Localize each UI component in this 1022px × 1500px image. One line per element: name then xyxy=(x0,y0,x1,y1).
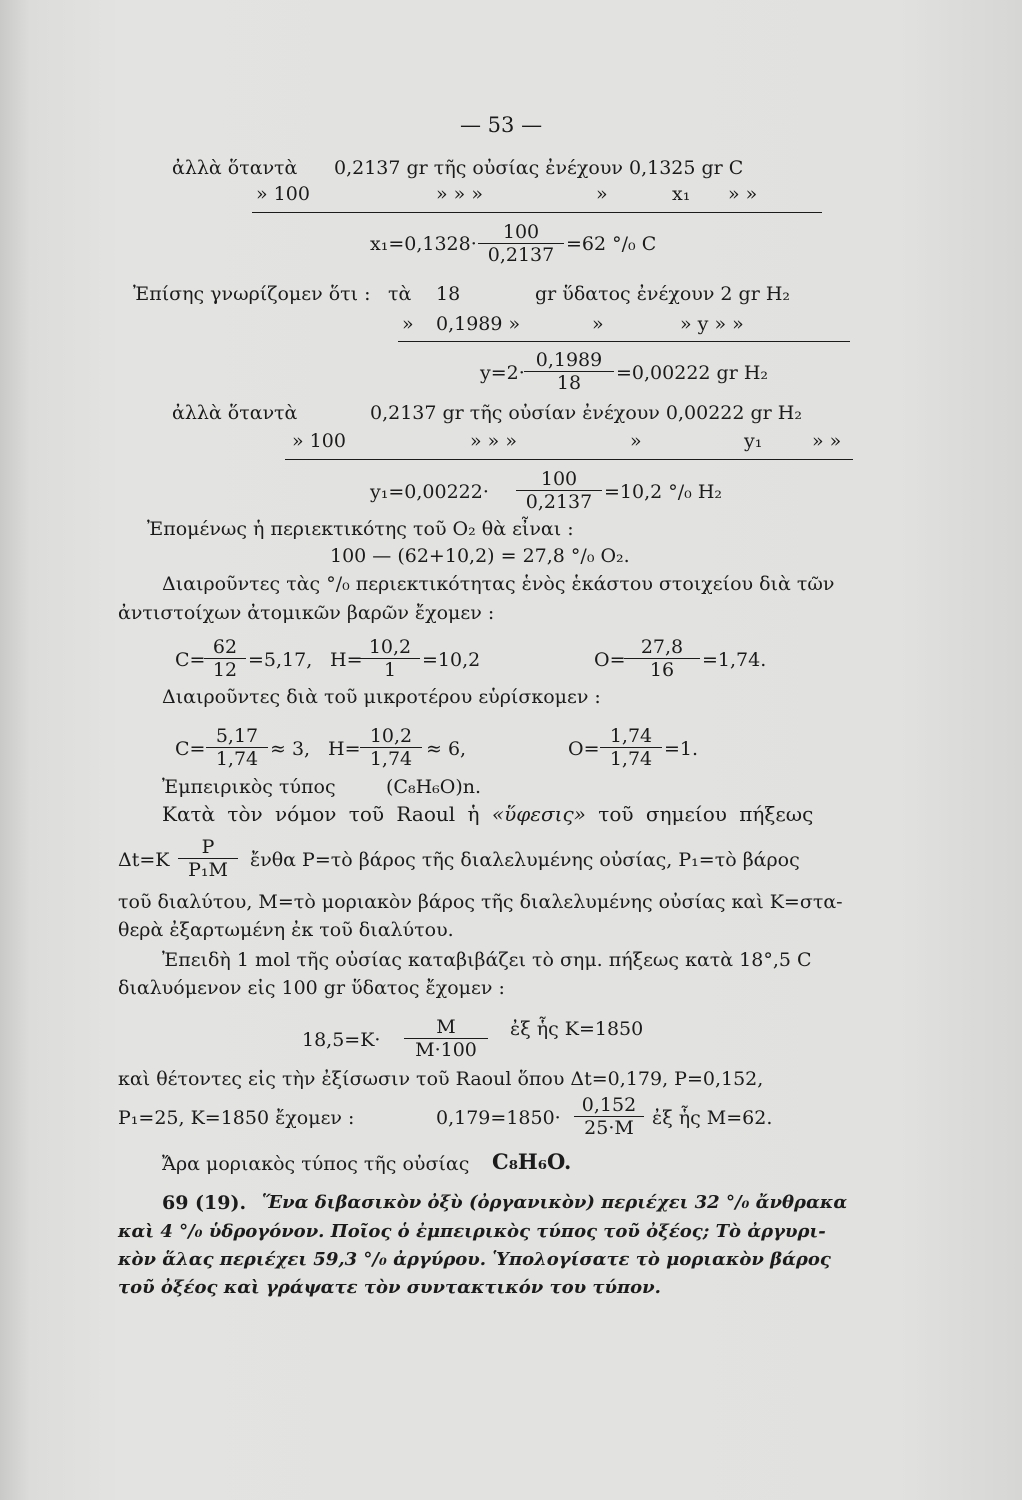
text-line: Κατὰ τὸν νόμον τοῦ Raoul ἡ «ὕφεσις» τοῦ σημείου πήξεως xyxy=(162,802,814,826)
equation-lhs: y₁=0,00222· xyxy=(370,481,489,503)
molecular-formula: C₈H₆O. xyxy=(492,1149,572,1174)
denominator: M·100 xyxy=(415,1039,477,1061)
equation-lhs: H= xyxy=(328,738,361,760)
numerator: 100 xyxy=(516,468,602,491)
text-line: Ἐπειδὴ 1 mol τῆς οὐσίας καταβιβάζει τὸ σημ. πήξεως κατὰ 18°,5 C xyxy=(162,949,812,971)
text-line: τὰ xyxy=(388,283,412,305)
text-line: ἀλλὰ ὅταν xyxy=(172,402,275,424)
fraction xyxy=(574,1094,644,1139)
text-line: ἀντιστοίχων ἀτομικῶν βαρῶν ἔχομεν : xyxy=(118,602,495,624)
problem-text: καὶ 4 °/₀ ὑδρογόνον. Ποῖος ὁ ἐμπειρικὸς τύπος τοῦ ὀξέος; Τὸ ἀργυρι- xyxy=(118,1221,826,1242)
text-line: x₁ xyxy=(672,183,691,205)
equation-rhs: ἐξ ἧς K=1850 xyxy=(510,1018,644,1040)
text-line: » 100 xyxy=(292,430,346,452)
problem-text: Ἕνα διβασικὸν ὀξὺ (ὀργανικὸν) περιέχει 32 °/₀ ἄνθρακα xyxy=(262,1192,848,1213)
equation-lhs: C= xyxy=(175,738,206,760)
text-line: Ἐπομένως ἡ περιεκτικότης τοῦ O₂ θὰ εἶναι : xyxy=(147,518,574,540)
numerator: 27,8 xyxy=(624,636,700,659)
fraction xyxy=(360,636,420,681)
text-line: Ἐπίσης γνωρίζομεν ὅτι : xyxy=(133,283,371,305)
text-line: θερὰ ἐξαρτωμένη ἐκ τοῦ διαλύτου. xyxy=(118,919,454,941)
text-line: » xyxy=(596,183,608,205)
text-line: » xyxy=(592,313,604,335)
text-line: ἀλλὰ ὅταν xyxy=(172,157,275,179)
text-line: Ἄρα μοριακὸς τύπος τῆς οὐσίας xyxy=(162,1153,470,1175)
equation-rhs: =62 °/₀ C xyxy=(566,233,657,255)
text-line: y₁ xyxy=(744,430,763,452)
text-line: P₁=25, K=1850 ἔχομεν : xyxy=(118,1107,355,1129)
equation-lhs: O= xyxy=(594,649,626,671)
fraction xyxy=(478,221,564,266)
fraction xyxy=(524,349,614,394)
text-line: Διαιροῦντες διὰ τοῦ μικροτέρου εὑρίσκομεν : xyxy=(162,686,601,708)
problem-text: τοῦ ὀξέος καὶ γράψατε τὸν συντακτικόν του τύπον. xyxy=(118,1277,661,1298)
equation-rhs: =1. xyxy=(664,738,699,760)
empirical-formula: (C₈H₆O)n. xyxy=(386,776,482,798)
text-line: » » xyxy=(812,430,842,452)
text-line: 100 — (62+10,2) = 27,8 °/₀ O₂. xyxy=(330,545,630,567)
denominator: 0,2137 xyxy=(525,491,593,513)
numerator: 62 xyxy=(204,636,246,659)
text-line: τοῦ διαλύτου, M=τὸ μοριακὸν βάρος τῆς διαλελυμένης οὐσίας καὶ K=στα- xyxy=(118,891,843,913)
equation-rhs: ≈ 3, xyxy=(270,738,311,760)
text-line: » » » xyxy=(436,183,483,205)
numerator: M xyxy=(404,1016,488,1039)
proportion-rule xyxy=(398,341,850,342)
numerator: 5,17 xyxy=(206,725,268,748)
text-line: 0,2137 gr τῆς οὐσίαν ἐνέχουν 0,00222 gr H₂ xyxy=(370,402,802,424)
text-line: 0,2137 gr τῆς οὐσίας ἐνέχουν 0,1325 gr C xyxy=(334,157,744,179)
page-number: — 53 — xyxy=(460,113,543,137)
proportion-rule xyxy=(252,212,822,213)
equation-lhs: H= xyxy=(330,649,363,671)
equation-rhs: =0,00222 gr H₂ xyxy=(616,362,768,384)
text-line: » » » xyxy=(470,430,517,452)
denominator: 1,74 xyxy=(215,748,259,770)
text-line: ἔνθα P=τὸ βάρος τῆς διαλελυμένης οὐσίας, P₁=τὸ βάρος xyxy=(250,849,800,871)
equation-lhs: y=2· xyxy=(480,362,525,384)
text-line: Ἐμπειρικὸς τύπος xyxy=(162,776,336,798)
equation-rhs: =10,2 xyxy=(422,649,481,671)
equation-rhs: =10,2 °/₀ H₂ xyxy=(604,481,723,503)
denominator: P₁M xyxy=(188,859,228,881)
equation-rhs: ≈ 6, xyxy=(426,738,467,760)
numerator: 10,2 xyxy=(360,725,422,748)
fraction xyxy=(516,468,602,513)
denominator: 0,2137 xyxy=(487,244,555,266)
text-line: » » xyxy=(728,183,758,205)
text-line: » y » » xyxy=(680,313,744,335)
numerator: 0,152 xyxy=(574,1094,644,1117)
denominator: 12 xyxy=(212,659,238,681)
fraction xyxy=(204,636,246,681)
fraction xyxy=(624,636,700,681)
fraction xyxy=(600,725,662,770)
equation-lhs: Δt=K xyxy=(118,849,170,871)
denominator: 18 xyxy=(556,372,582,394)
text-line: διαλυόμενον εἰς 100 gr ὕδατος ἔχομεν : xyxy=(118,977,505,999)
equation-lhs: C= xyxy=(175,649,206,671)
fraction xyxy=(360,725,422,770)
text-line: Διαιροῦντες τὰς °/₀ περιεκτικότητας ἑνὸς ἑκάστου στοιχείου διὰ τῶν xyxy=(162,573,835,595)
equation-lhs: x₁=0,1328· xyxy=(370,233,477,255)
fraction xyxy=(206,725,268,770)
text-line: » 100 xyxy=(256,183,310,205)
text-line: 18 xyxy=(436,283,461,305)
problem-number: 69 (19). xyxy=(162,1192,247,1214)
equation-lhs: 0,179=1850· xyxy=(436,1107,561,1129)
denominator: 1 xyxy=(383,659,397,681)
equation-rhs: =5,17, xyxy=(248,649,313,671)
text-line: 0,1989 » xyxy=(436,313,521,335)
denominator: 25·M xyxy=(584,1117,634,1139)
equation-lhs: 18,5=K· xyxy=(302,1029,381,1051)
equation-rhs: =1,74. xyxy=(702,649,767,671)
text-line: » xyxy=(630,430,642,452)
text-line: gr ὕδατος ἐνέχουν 2 gr H₂ xyxy=(535,283,791,305)
proportion-rule xyxy=(285,459,853,460)
numerator: 100 xyxy=(478,221,564,244)
text-line: τὰ xyxy=(274,402,298,424)
numerator: P xyxy=(178,836,238,859)
text-line: » xyxy=(402,313,414,335)
fraction xyxy=(178,836,238,881)
problem-text: κὸν ἅλας περιέχει 59,3 °/₀ ἀργύρου. Ὑπολογίσατε τὸ μοριακὸν βάρος xyxy=(118,1249,831,1270)
equation-rhs: ἐξ ἧς M=62. xyxy=(652,1107,773,1129)
denominator: 1,74 xyxy=(369,748,413,770)
equation-lhs: O= xyxy=(568,738,600,760)
text-line: τὰ xyxy=(274,157,298,179)
numerator: 1,74 xyxy=(600,725,662,748)
denominator: 1,74 xyxy=(609,748,653,770)
numerator: 0,1989 xyxy=(524,349,614,372)
numerator: 10,2 xyxy=(360,636,420,659)
denominator: 16 xyxy=(649,659,675,681)
text-line: καὶ θέτοντες εἰς τὴν ἐξίσωσιν τοῦ Raoul ὅπου Δt=0,179, P=0,152, xyxy=(118,1068,764,1090)
fraction xyxy=(404,1016,488,1061)
